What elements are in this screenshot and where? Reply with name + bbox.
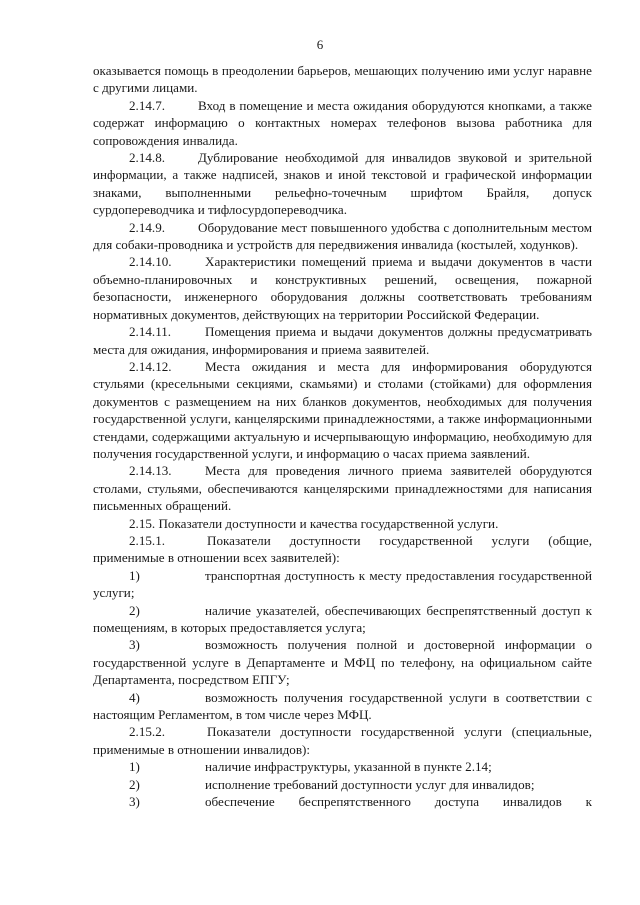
clause-number: 2.14.7. xyxy=(129,97,166,113)
section-heading-2-15: 2.15. Показатели доступности и качества государственной услуги. xyxy=(129,515,499,531)
list-item xyxy=(93,776,592,793)
paragraph-2-14-10 xyxy=(93,253,592,323)
list-item xyxy=(93,602,592,637)
list-text: возможность получения государственной услуги в соответствии с настоящим Регламентом, в том числе через МФЦ. xyxy=(93,689,592,723)
paragraph-2-15-2 xyxy=(93,723,592,758)
clause-number: 2.15.1. xyxy=(129,532,166,548)
clause-text: Места для проведения личного приема заявителей оборудуются столами, стульями, обеспечиваются канцелярскими принадлежностями для написания письменных обращений. xyxy=(93,463,592,514)
clause-number: 2.14.11. xyxy=(129,324,172,340)
list-text: наличие указателей, обеспечивающих беспрепятственный доступ к помещениям, в которых предоставляется услуга; xyxy=(93,602,592,635)
list-item xyxy=(93,758,592,775)
clause-text: Вход в помещение и места ожидания оборудуются кнопками, а также содержат информацию о контактных номерах телефонов вызова работника для сопровождения инвалида. xyxy=(93,97,592,148)
list-text: наличие инфраструктуры, указанной в пункте 2.14; xyxy=(205,759,492,775)
clause-text: Характеристики помещений приема и выдачи документов в части объемно-планировочных и конструктивных решений, освещения, пожарной безопасности, инженерного оборудования должны соответствовать требованиям нормативных документов, действующих на территории Российской Федерации. xyxy=(93,254,592,322)
clause-number: 2.14.9. xyxy=(129,219,166,235)
clause-number: 2.14.12. xyxy=(129,358,172,374)
clause-number: 2.14.10. xyxy=(129,254,172,270)
list-number: 2) xyxy=(129,776,140,792)
page-number: 6 xyxy=(316,37,324,52)
list-item xyxy=(93,793,592,810)
paragraph-2-15-1 xyxy=(93,532,592,567)
list-number: 1) xyxy=(129,567,140,583)
list-number: 1) xyxy=(129,759,140,775)
list-text: транспортная доступность к месту предоставления государственной услуги; xyxy=(93,567,592,601)
paragraph-2-14-9 xyxy=(93,219,592,254)
list-text: возможность получения полной и достоверной информации о государственной услуге в Департаменте и МФЦ по телефону, на официальном сайте Департамента, посредством ЕПГУ; xyxy=(93,637,592,688)
paragraph-2-14-8 xyxy=(93,149,592,219)
list-number: 3) xyxy=(129,794,140,810)
document-body xyxy=(93,62,592,810)
clause-text: Дублирование необходимой для инвалидов звуковой и зрительной информации, а также надписей, знаков и иной текстовой и графической информации знаками, выполненными рельефно-точечным шрифтом Брайля, допуск сурдопереводчика и тифлосурдопереводчика. xyxy=(93,150,592,218)
list-item xyxy=(93,636,592,688)
list-text: исполнение требований доступности услуг для инвалидов; xyxy=(205,776,535,792)
list-item xyxy=(93,567,592,602)
paragraph-2-14-13 xyxy=(93,462,592,514)
clause-text: Оборудование мест повышенного удобства с дополнительным местом для собаки-проводника и устройств для передвижения инвалида (костылей, ходунков). xyxy=(93,219,592,253)
paragraph-continuation: оказывается помощь в преодолении барьеров, мешающих получению ими услуг наравне с другими лицами. xyxy=(93,63,592,96)
clause-number: 2.15.2. xyxy=(129,724,166,740)
clause-number: 2.14.13. xyxy=(129,463,172,479)
clause-text: Помещения приема и выдачи документов должны предусматривать места для ожидания, информирования и приема заявителей. xyxy=(93,324,592,357)
list-text: обеспечение беспрепятственного доступа инвалидов к xyxy=(205,794,592,810)
list-item xyxy=(93,689,592,724)
paragraph-2-14-11 xyxy=(93,323,592,358)
paragraph-2-14-12 xyxy=(93,358,592,462)
clause-number: 2.14.8. xyxy=(129,150,166,166)
list-number: 4) xyxy=(129,689,140,705)
list-number: 3) xyxy=(129,637,140,653)
clause-text: Показатели доступности государственной услуги (специальные, применимые в отношении инвалидов): xyxy=(93,724,592,757)
paragraph-2-14-7 xyxy=(93,97,592,149)
clause-text: Места ожидания и места для информирования оборудуются стульями (кресельными секциями, скамьями) и столами (стойками) для оформления документов с размещением на них бланков документов, необходимых для получения государственной услуги, канцелярскими принадлежностями, а также информационными стендами, содержащими актуальную и исчерпывающую информацию, необходимую для получения государственной услуги, и информацию о часах приема заявлений. xyxy=(93,358,592,461)
list-number: 2) xyxy=(129,602,140,618)
clause-text: Показатели доступности государственной услуги (общие, применимые в отношении всех заявителей): xyxy=(93,532,592,566)
